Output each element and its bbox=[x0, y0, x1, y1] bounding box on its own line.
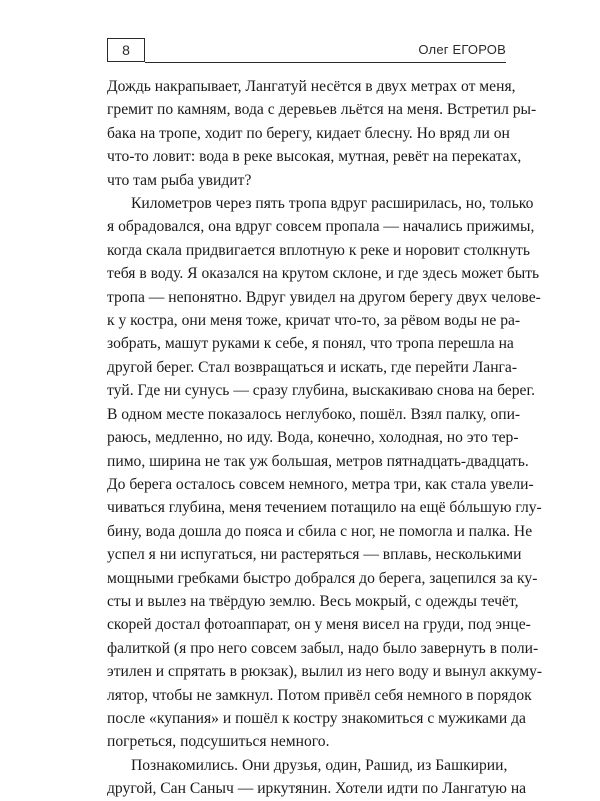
text-line: тебя в воду. Я оказался на крутом склоне, и где здесь может быть bbox=[107, 265, 540, 283]
text-line: скорей достал фотоаппарат, он у меня висел на груди, под энце- bbox=[107, 616, 531, 634]
paragraph bbox=[107, 75, 537, 192]
text-line: лятор, чтобы не замкнул. Потом привёл себя немного в порядок bbox=[107, 686, 532, 704]
text-line: пимо, ширина не так уж большая, метров пятнадцать-двадцать. bbox=[107, 452, 529, 470]
text-line: До берега осталось совсем немного, метра три, как стала увели- bbox=[107, 475, 534, 493]
paragraph bbox=[107, 754, 527, 801]
text-line: бака на тропе, ходит по берегу, кидает блесну. Но вряд ли он bbox=[107, 124, 510, 142]
text-line: Познакомились. Они друзья, один, Рашид, из Башкирии, bbox=[131, 756, 508, 774]
text-line: бину, вода дошла до пояса и сбила с ног, не помогла и палка. Не bbox=[107, 522, 533, 540]
text-line: туй. Где ни сунусь — сразу глубина, выскакиваю снова на берег. bbox=[107, 382, 535, 400]
text-line: чиваться глубина, меня течением потащило на ещё бóльшую глу- bbox=[107, 499, 542, 517]
running-title: Олег ЕГОРОВ bbox=[418, 42, 506, 57]
paragraph bbox=[107, 192, 543, 754]
text-line: раюсь, медленно, но иду. Вода, конечно, холодная, но это тер- bbox=[107, 429, 519, 447]
page-number: 8 bbox=[107, 38, 145, 62]
text-line: погреться, подсушиться немного. bbox=[107, 733, 330, 751]
text-line: тропа — непонятно. Вдруг увидел на другом берегу двух челове- bbox=[107, 288, 541, 306]
text-line: успел я ни испугаться, ни растеряться — вплавь, несколькими bbox=[107, 546, 522, 564]
page-header bbox=[107, 38, 506, 63]
text-line: что-то ловит: вода в реке высокая, мутная, ревёт на перекатах, bbox=[107, 148, 522, 166]
text-line: когда скала придвигается вплотную к реке и норовит столкнуть bbox=[107, 241, 530, 259]
body-text bbox=[107, 75, 543, 801]
text-line: фалиткой (я про него совсем забыл, надо было завернуть в поли- bbox=[107, 639, 539, 657]
text-line: Дождь накрапывает, Лангатуй несётся в двух метрах от меня, bbox=[107, 78, 516, 95]
text-line: Километров через пять тропа вдруг расширилась, но, только bbox=[131, 195, 534, 213]
text-line: гремит по камням, вода с деревьев льётся на меня. Встретил ры- bbox=[107, 101, 537, 119]
text-line: сты и вылез на твёрдую землю. Весь мокрый, с одежды течёт, bbox=[107, 592, 519, 610]
text-line: этилен и спрятать в рюкзак), вылил из него воду и вынул аккуму- bbox=[107, 663, 543, 681]
text-line: что там рыба увидит? bbox=[107, 171, 252, 189]
text-line: другой берег. Стал возвращаться и искать, где перейти Ланга- bbox=[107, 358, 518, 376]
text-line: после «купания» и пошёл к костру знакомиться с мужиками да bbox=[107, 709, 526, 727]
text-line: мощными гребками быстро добрался до берега, зацепился за ку- bbox=[107, 569, 538, 587]
text-line: зобрать, машут руками к себе, я понял, что тропа перешла на bbox=[107, 335, 514, 353]
header-rule bbox=[145, 62, 506, 63]
text-line: другой, Сан Саныч — иркутянин. Хотели идти по Лангатую на bbox=[107, 780, 527, 798]
text-line: я обрадовался, она вдруг совсем пропала — начались прижимы, bbox=[107, 218, 535, 236]
text-line: к у костра, они меня тоже, кричат что-то, за рёвом воды не ра- bbox=[107, 312, 521, 330]
text-line: В одном месте показалось неглубоко, пошёл. Взял палку, опи- bbox=[107, 405, 521, 423]
